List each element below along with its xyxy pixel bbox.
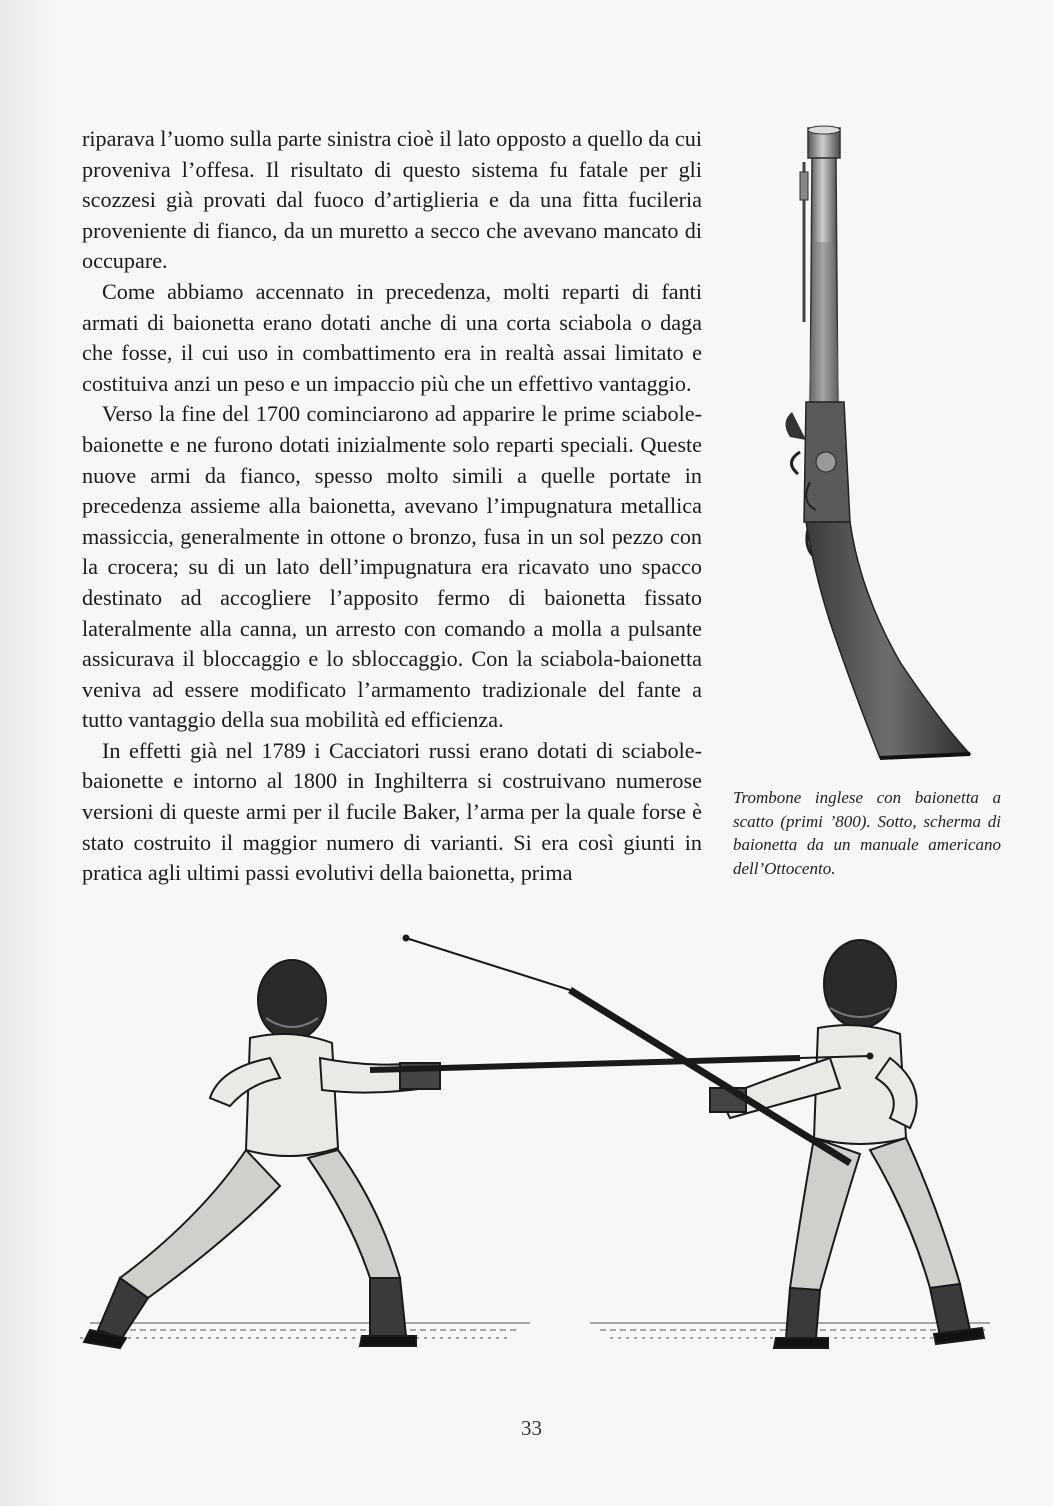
- page-gutter-shadow: [0, 0, 60, 1506]
- page-number: 33: [521, 1416, 542, 1440]
- left-fencer: [84, 960, 440, 1348]
- crossed-rifles: [370, 935, 873, 1163]
- paragraph-2: Come abbiamo accennato in precedenza, molti reparti di fanti armati di baionetta erano dotati anche di una corta sciabola o daga che fosse, il cui uso in combattimento era in realtà assai limitato e costituiva anzi un peso e un impaccio più che un effettivo vantaggio.: [82, 278, 702, 396]
- paragraph-3: Verso la fine del 1700 cominciarono ad apparire le prime sciabole-baionette e ne furono dotati inizialmente solo reparti speciali. Queste nuove armi da fianco, spesso molto simili a quelle portate in precedenza assieme alla baionetta, avevano l’impugnatura metallica massiccia, generalmente in ottone o bronzo, fusa in un sol pezzo con la crocera; su di un lato dell’impugnatura era ricavato uno spacco destinato ad accogliere l’apposito fermo di baionetta fissato lateralmente alla canna, un arresto con comando a molla a pulsante assicurava il bloccaggio e lo sbloccaggio. Con la sciabola-baionetta veniva ad essere modificato l’armamento tradizionale del fante a tutto vantaggio della sua mobilità ed efficienza.: [82, 401, 702, 733]
- right-fencer: [710, 940, 984, 1348]
- figure-caption: Trombone inglese con baionetta a scatto (primi ’800). Sotto, scherma di baionetta da un manuale americano dell’Ottocento.: [733, 788, 1001, 878]
- paragraph-4: In effetti già nel 1789 i Cacciatori russi erano dotati di sciabole-baionette e intorno al 1800 in Inghilterra si costruivano numerose versioni di queste armi per il fucile Baker, l’arma per la quale forse è stato costruito il maggior numero di varianti. Si era così giunti in pratica agli ultimi passi evolutivi della baionetta, prima: [82, 737, 702, 886]
- body-text: [82, 124, 702, 889]
- paragraph-1: riparava l’uomo sulla parte sinistra cioè il lato opposto a quello da cui proveniva l’offesa. Il risultato di questo sistema fu fatale per gli scozzesi già provati dal fuoco d’artiglieria e da una fitta fucileria proveniente di fianco, da un muretto a secco che avevano mancato di occupare.: [82, 126, 702, 274]
- bayonet-fencing-illustration: [70, 918, 1000, 1388]
- blunderbuss-illustration: [770, 122, 980, 762]
